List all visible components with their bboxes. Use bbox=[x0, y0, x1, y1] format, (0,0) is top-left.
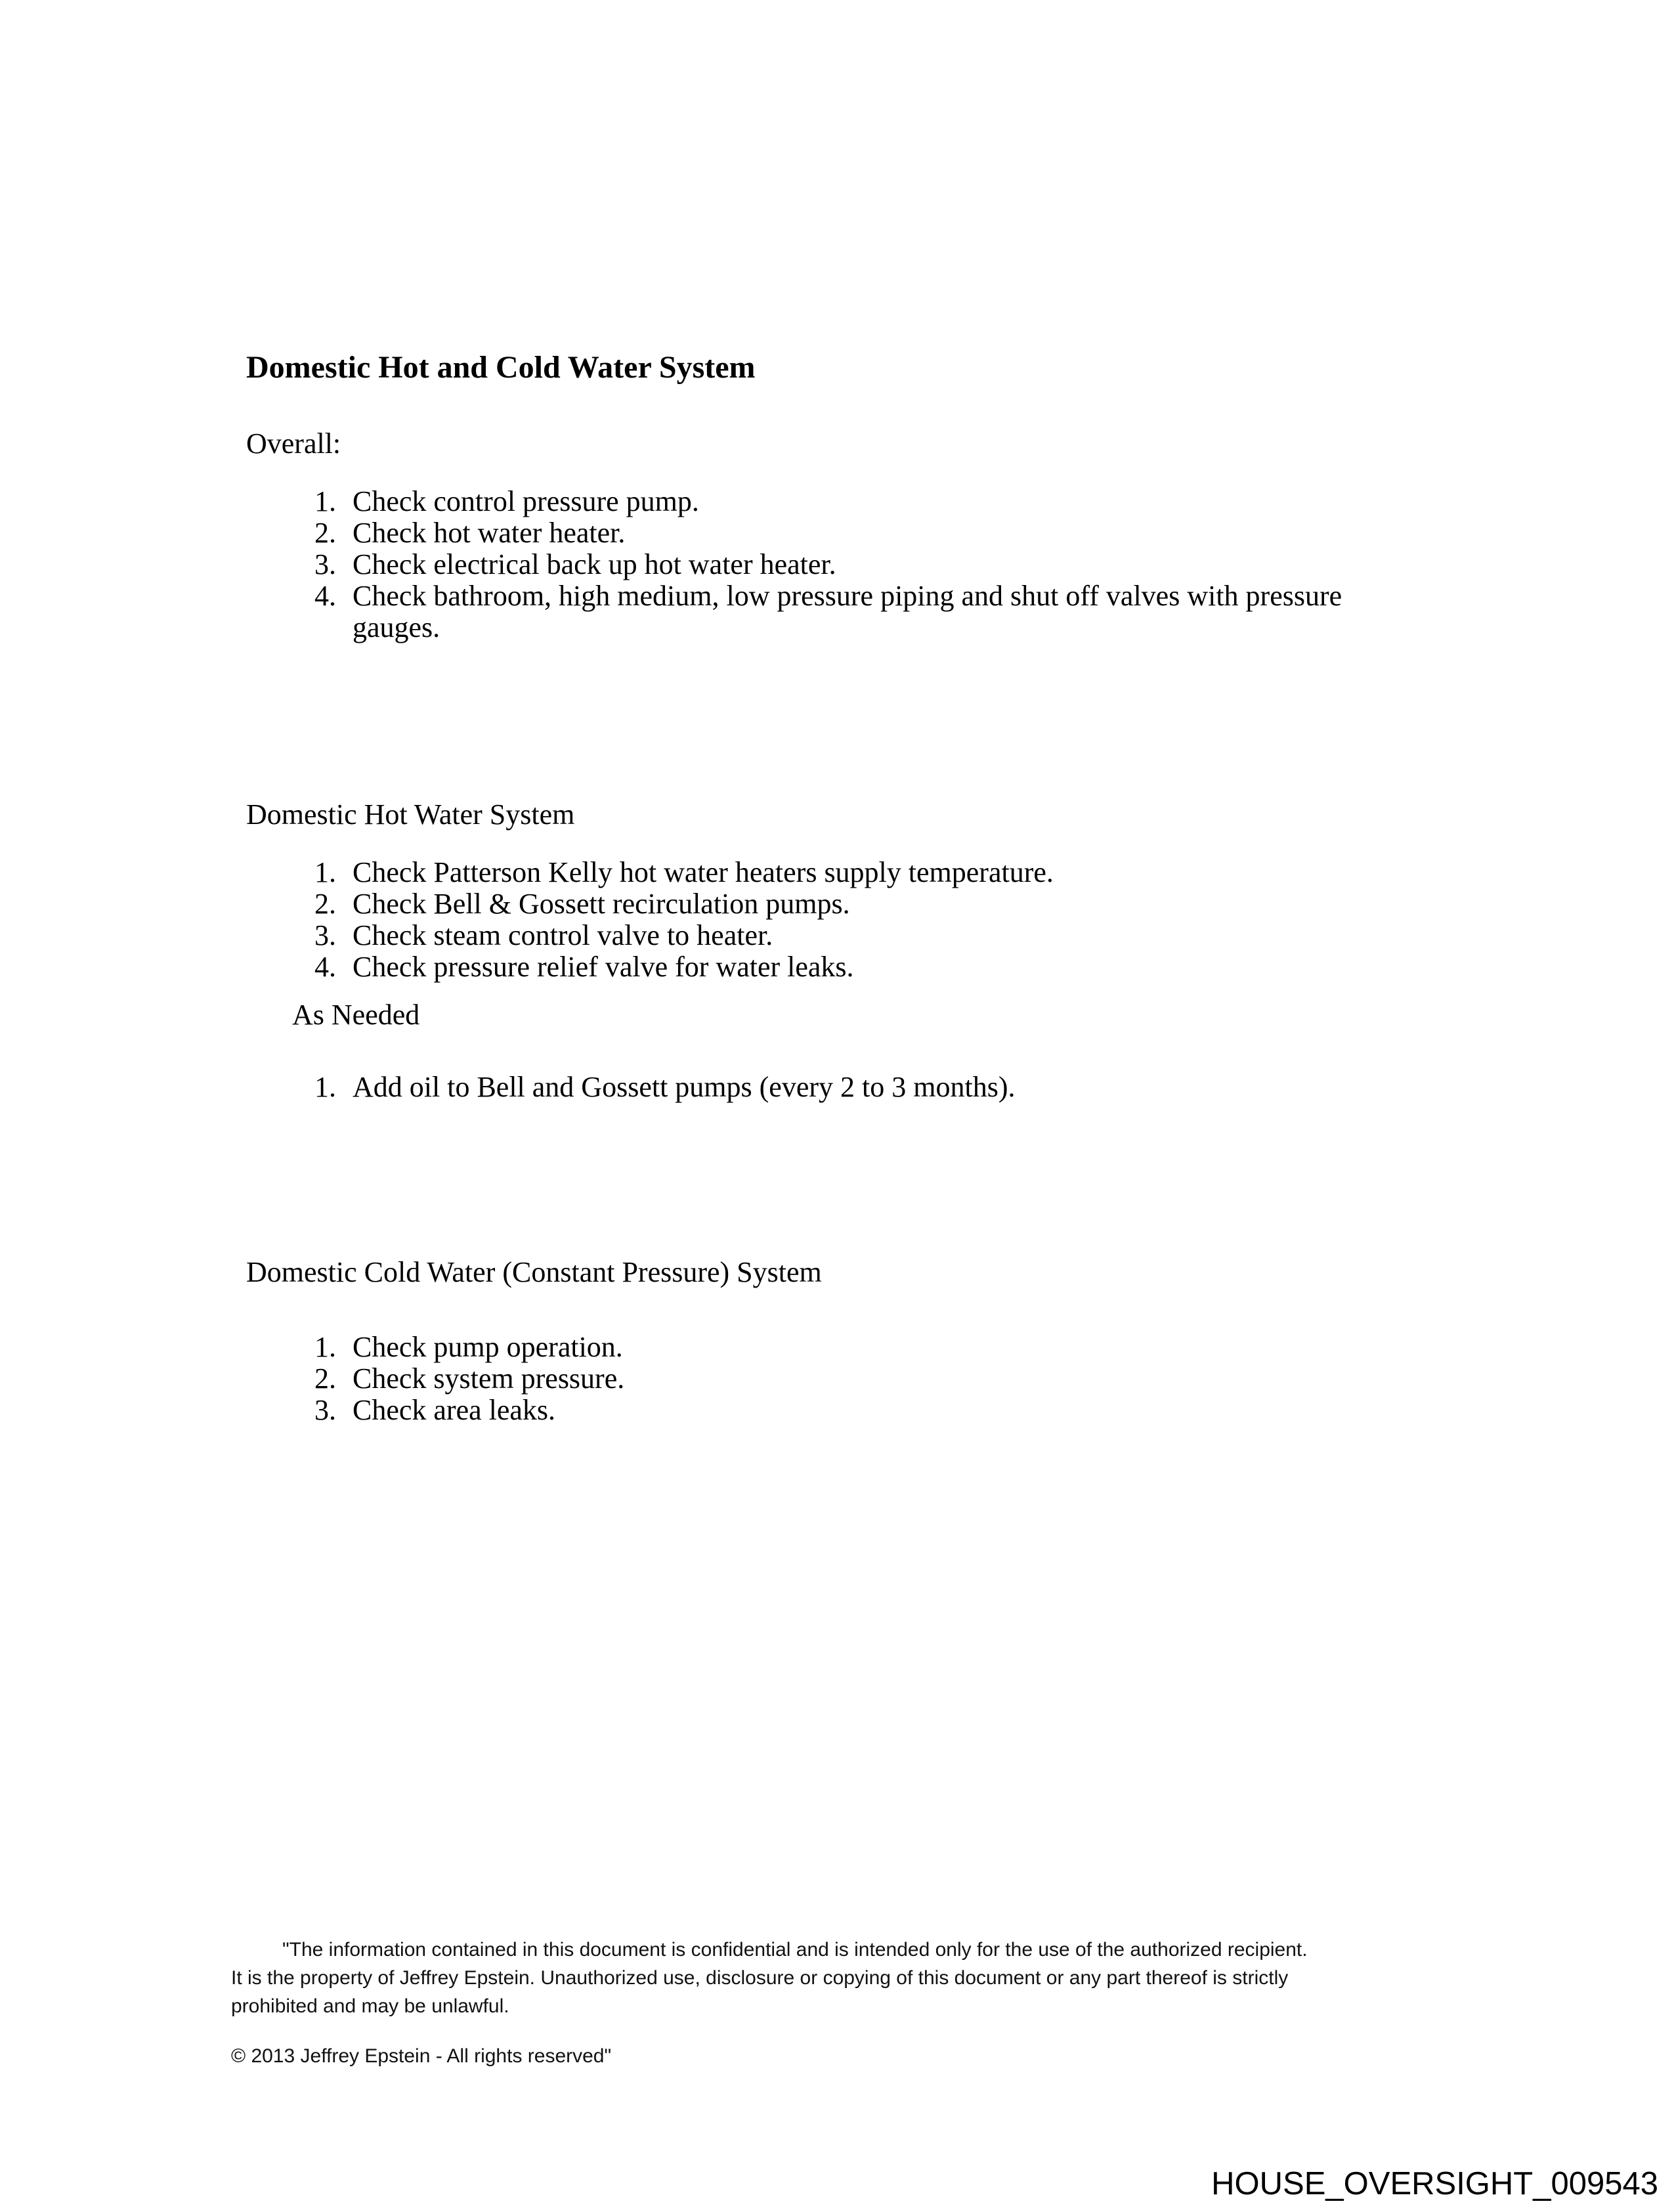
as-needed-checklist bbox=[246, 1072, 1351, 1103]
checklist-item: 3. Check electrical back up hot water heater. bbox=[343, 549, 1351, 580]
checklist-item: 3. Check steam control valve to heater. bbox=[343, 920, 1351, 951]
confidentiality-disclaimer bbox=[231, 1936, 1308, 2020]
section-heading-hot-water: Domestic Hot Water System bbox=[246, 798, 575, 831]
checklist-item: 4. Check bathroom, high medium, low pressure piping and shut off valves with pressure gauges. bbox=[343, 580, 1351, 643]
cold-water-checklist bbox=[246, 1332, 1351, 1426]
checklist-item: 3. Check area leaks. bbox=[343, 1395, 1351, 1426]
overall-checklist bbox=[246, 486, 1351, 643]
checklist-item: 2. Check hot water heater. bbox=[343, 517, 1351, 549]
checklist-item: 1. Check control pressure pump. bbox=[343, 486, 1351, 517]
checklist-item: 2. Check Bell & Gossett recirculation pumps. bbox=[343, 888, 1351, 920]
section-heading-overall: Overall: bbox=[246, 427, 341, 460]
section-heading-cold-water: Domestic Cold Water (Constant Pressure) System bbox=[246, 1256, 822, 1288]
checklist-item: 1. Check Patterson Kelly hot water heaters supply temperature. bbox=[343, 857, 1351, 888]
subsection-heading-as-needed: As Needed bbox=[292, 999, 420, 1031]
disclaimer-line: "The information contained in this document is confidential and is intended only for the use of the authorized recipient. bbox=[282, 1939, 1308, 1961]
page-title: Domestic Hot and Cold Water System bbox=[246, 350, 756, 385]
checklist-item: 2. Check system pressure. bbox=[343, 1363, 1351, 1395]
checklist-item: 1. Check pump operation. bbox=[343, 1332, 1351, 1363]
bates-number: HOUSE_OVERSIGHT_009543 bbox=[1211, 2166, 1658, 2201]
disclaimer-line: prohibited and may be unlawful. bbox=[231, 1995, 509, 2017]
copyright-line: © 2013 Jeffrey Epstein - All rights reserved" bbox=[231, 2045, 612, 2067]
disclaimer-line: It is the property of Jeffrey Epstein. Unauthorized use, disclosure or copying of this document or any part thereof is strictly bbox=[231, 1967, 1289, 1989]
checklist-item: 1. Add oil to Bell and Gossett pumps (every 2 to 3 months). bbox=[343, 1072, 1351, 1103]
hot-water-checklist bbox=[246, 857, 1351, 983]
checklist-item: 4. Check pressure relief valve for water leaks. bbox=[343, 951, 1351, 983]
